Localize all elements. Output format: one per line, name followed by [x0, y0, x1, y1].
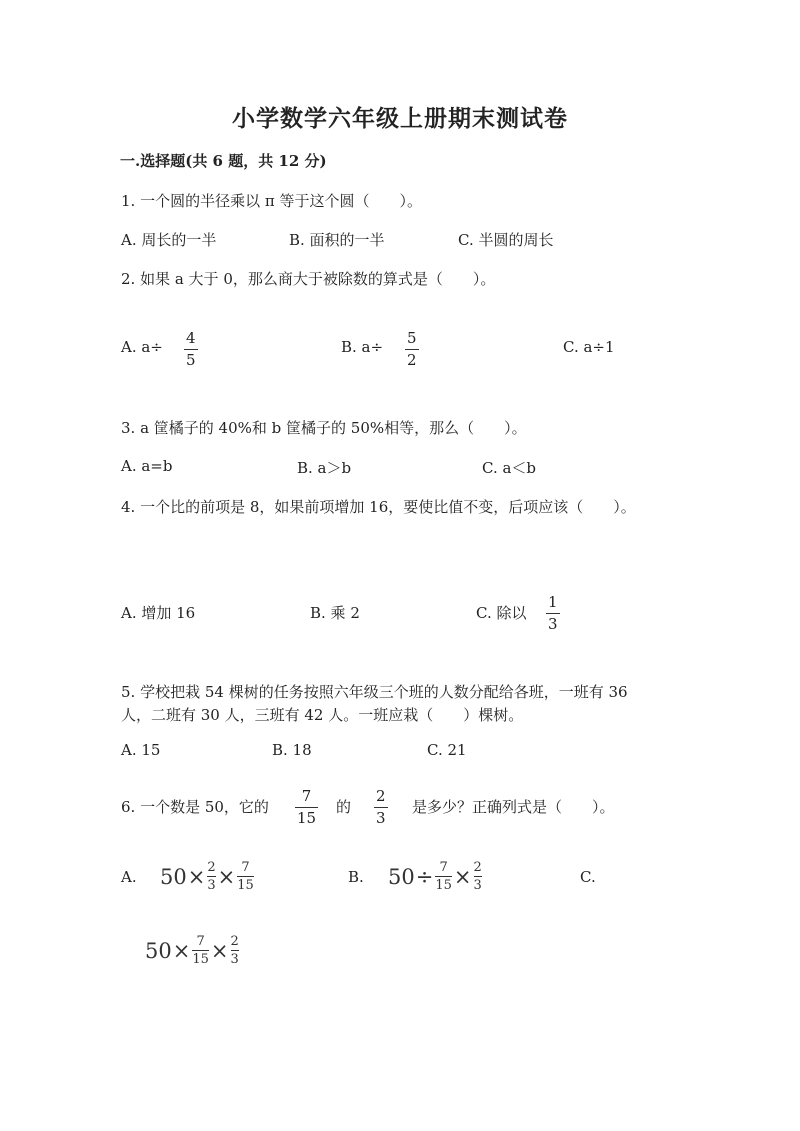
question-1-option-c[interactable]: C. 半圆的周长 [458, 231, 554, 249]
divide-icon: ÷ [415, 864, 434, 889]
question-4-option-c[interactable] [476, 602, 526, 623]
fraction-denominator: 15 [192, 952, 209, 967]
question-6-stem-part-1: 6. 一个数是 50，它的 [121, 798, 269, 816]
question-6-option-c-label[interactable]: C. [580, 868, 596, 886]
question-6-option-a-label[interactable]: A. [121, 868, 137, 886]
question-3-stem: 3. a 筐橘子的 40%和 b 筐橘子的 50%相等，那么（ ）。 [121, 419, 527, 437]
question-3-option-c[interactable]: C. a＜b [482, 459, 537, 477]
expr-fraction-1 [207, 861, 215, 892]
fraction-numerator: 5 [407, 329, 417, 347]
question-5-stem-line-2: 人，二班有 30 人，三班有 42 人。一班应栽（ ）棵树。 [121, 706, 524, 724]
question-1-option-b[interactable]: B. 面积的一半 [289, 231, 385, 249]
question-2-option-b-fraction [405, 331, 419, 368]
question-1-stem: 1. 一个圆的半径乘以 π 等于这个圆（ ）。 [121, 192, 422, 210]
fraction-denominator: 3 [376, 809, 386, 827]
question-4-stem: 4. 一个比的前项是 8，如果前项增加 16，要使比值不变，后项应该（ ）。 [121, 498, 636, 516]
fraction-bar [474, 876, 482, 877]
times-icon: × [172, 938, 191, 963]
question-4-option-a[interactable]: A. 增加 16 [121, 604, 196, 622]
question-2-option-c[interactable]: C. a÷1 [563, 338, 615, 356]
question-6-stem-part-3: 是多少？正确列式是（ ）。 [412, 798, 615, 816]
expr-fraction-1 [435, 861, 452, 892]
question-6-option-c-expression[interactable] [145, 935, 240, 966]
question-6-fraction-1 [295, 789, 318, 826]
fraction-numerator: 7 [241, 860, 250, 875]
question-4-option-c-text: C. 除以 [476, 604, 527, 622]
fraction-bar [435, 876, 452, 877]
fraction-denominator: 2 [407, 351, 417, 369]
question-6-stem-part-2: 的 [336, 798, 352, 816]
question-4-option-c-fraction [546, 595, 560, 632]
fraction-numerator: 7 [196, 934, 205, 949]
expr-fraction-2 [237, 861, 254, 892]
fraction-denominator: 5 [186, 351, 196, 369]
question-6-option-a-expression[interactable] [160, 861, 255, 892]
fraction-numerator: 2 [230, 934, 239, 949]
fraction-bar [231, 950, 239, 951]
fraction-bar [237, 876, 254, 877]
question-5-option-c[interactable]: C. 21 [427, 741, 467, 759]
fraction-numerator: 7 [439, 860, 448, 875]
expr-number: 50 [388, 864, 415, 889]
fraction-numerator: 2 [473, 860, 482, 875]
fraction-denominator: 15 [435, 878, 452, 893]
question-3-option-b[interactable]: B. a＞b [297, 459, 352, 477]
question-4-option-b[interactable]: B. 乘 2 [310, 604, 360, 622]
fraction-denominator: 3 [473, 878, 482, 893]
question-1-option-a[interactable]: A. 周长的一半 [121, 231, 217, 249]
fraction-numerator: 4 [186, 329, 196, 347]
question-6-option-b-label[interactable]: B. [348, 868, 364, 886]
expr-fraction-2 [231, 935, 239, 966]
fraction-bar [546, 613, 560, 614]
fraction-denominator: 3 [230, 952, 239, 967]
fraction-numerator: 2 [376, 787, 386, 805]
question-3-option-a[interactable]: A. a=b [121, 457, 173, 475]
fraction-numerator: 2 [207, 860, 216, 875]
expr-number: 50 [160, 864, 187, 889]
fraction-denominator: 3 [207, 878, 216, 893]
question-5-option-b[interactable]: B. 18 [272, 741, 312, 759]
fraction-numerator: 1 [548, 593, 558, 611]
expr-fraction-1 [192, 935, 209, 966]
fraction-numerator: 7 [301, 787, 312, 805]
times-icon: × [187, 864, 206, 889]
question-2-option-a[interactable] [121, 338, 163, 356]
question-5-option-a[interactable]: A. 15 [121, 741, 161, 759]
times-icon: × [210, 938, 229, 963]
times-icon: × [217, 864, 236, 889]
times-icon: × [453, 864, 472, 889]
fraction-bar [295, 807, 318, 808]
fraction-bar [374, 807, 388, 808]
fraction-bar [192, 950, 209, 951]
fraction-bar [207, 876, 215, 877]
question-2-option-a-text: A. a÷ [121, 338, 163, 356]
section-heading: 一.选择题(共 6 题，共 12 分) [120, 152, 327, 170]
page-title: 小学数学六年级上册期末测试卷 [232, 105, 568, 132]
fraction-denominator: 15 [297, 809, 317, 827]
fraction-denominator: 3 [548, 615, 558, 633]
question-2-stem: 2. 如果 a 大于 0，那么商大于被除数的算式是（ ）。 [121, 270, 496, 288]
fraction-bar [405, 349, 419, 350]
fraction-bar [184, 349, 198, 350]
expr-fraction-2 [474, 861, 482, 892]
question-2-option-b-text: B. a÷ [341, 338, 384, 356]
question-6-option-b-expression[interactable] [388, 861, 483, 892]
question-6-fraction-2 [374, 789, 388, 826]
question-2-option-a-fraction [184, 331, 198, 368]
question-5-stem-line-1: 5. 学校把栽 54 棵树的任务按照六年级三个班的人数分配给各班，一班有 36 [121, 683, 628, 701]
fraction-denominator: 15 [237, 878, 254, 893]
question-2-option-b[interactable] [341, 338, 383, 356]
expr-number: 50 [145, 938, 172, 963]
